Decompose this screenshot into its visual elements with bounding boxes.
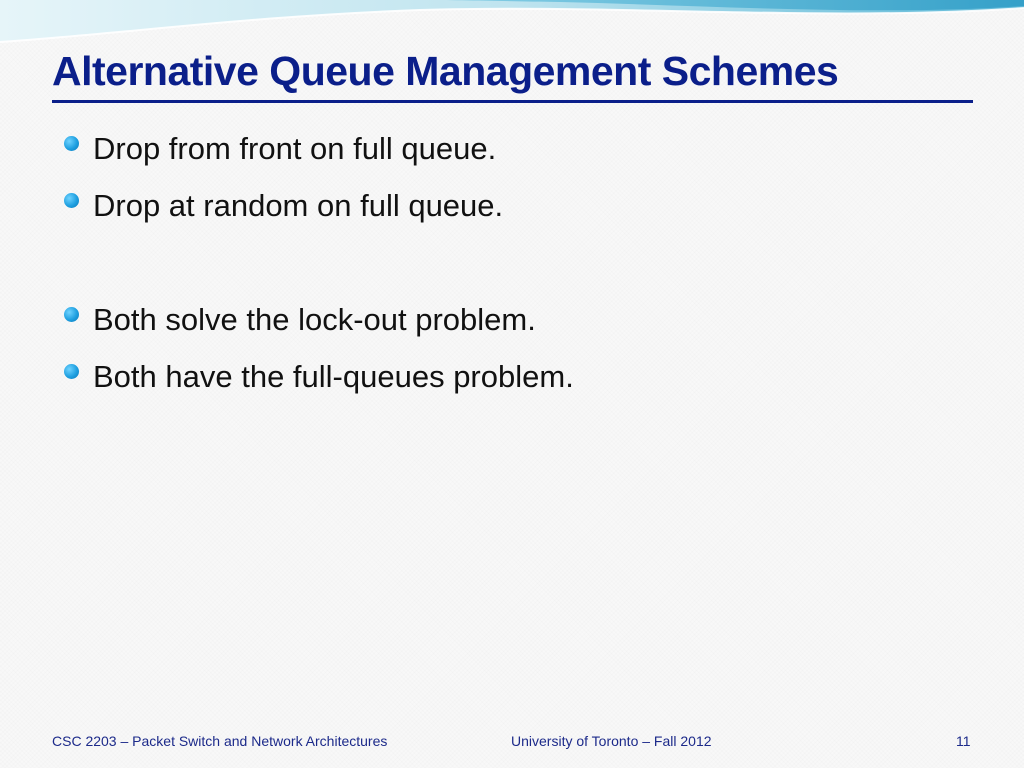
bullet-dot-icon bbox=[64, 307, 79, 322]
bullet-item bbox=[64, 177, 574, 234]
bullet-item bbox=[64, 348, 574, 405]
bullet-dot-icon bbox=[64, 364, 79, 379]
bullet-text: Both have the full-queues problem. bbox=[93, 358, 574, 394]
bullet-item bbox=[64, 120, 574, 177]
footer-page-number: 11 bbox=[956, 733, 971, 749]
footer-course: CSC 2203 – Packet Switch and Network Architectures bbox=[52, 733, 388, 749]
bullet-list bbox=[64, 120, 574, 405]
bullet-dot-icon bbox=[64, 136, 79, 151]
footer-institution: University of Toronto – Fall 2012 bbox=[511, 733, 712, 749]
bullet-text: Both solve the lock-out problem. bbox=[93, 301, 536, 337]
bullet-text: Drop at random on full queue. bbox=[93, 187, 504, 223]
wave-decoration-icon bbox=[0, 0, 1024, 45]
bullet-dot-icon bbox=[64, 193, 79, 208]
bullet-item bbox=[64, 291, 574, 348]
slide-title: Alternative Queue Management Schemes bbox=[52, 48, 839, 94]
title-underline bbox=[52, 100, 973, 103]
bullet-text: Drop from front on full queue. bbox=[93, 130, 497, 166]
